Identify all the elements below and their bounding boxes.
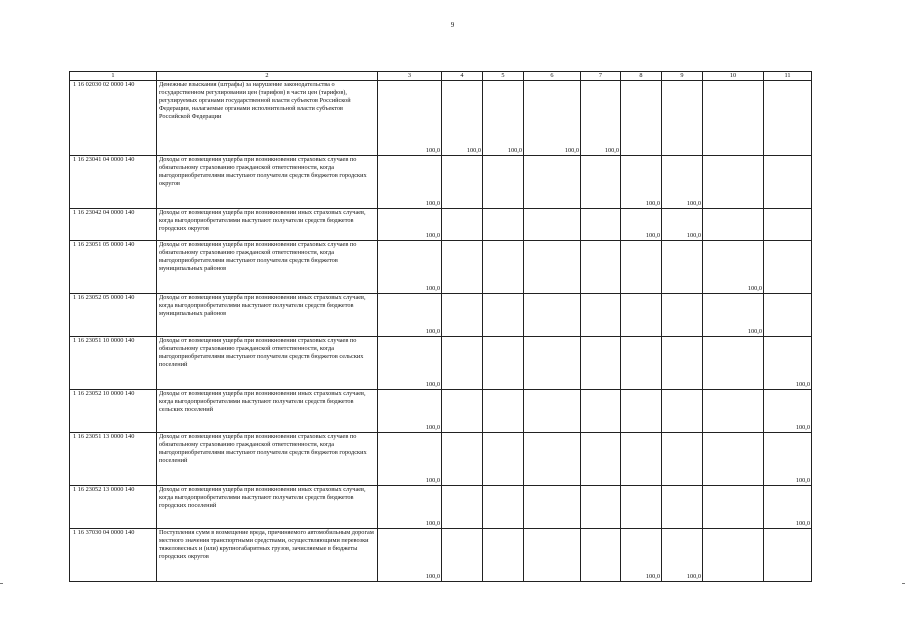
- percent-value-cell: 100,0: [378, 241, 442, 294]
- column-header: 6: [524, 72, 581, 81]
- budget-code-cell: 1 16 23051 13 0000 140: [70, 433, 157, 486]
- column-number-row: [70, 72, 812, 81]
- percent-value-cell: [764, 529, 812, 582]
- percent-value-cell: [581, 433, 621, 486]
- table-row: [70, 241, 812, 294]
- column-header: 11: [764, 72, 812, 81]
- percent-value-cell: [621, 433, 662, 486]
- percent-value-cell: [703, 486, 764, 529]
- revenue-name-cell: Денежные взыскания (штрафы) за нарушение законодательства о государственном регулировании цен (тарифов) в части цен (тарифов), регулируемых органами государственной власти субъектов Российской Федерации, налагаемые органами исполнительной власти субъектов Российской Федерации: [157, 81, 378, 156]
- percent-value-cell: 100,0: [378, 433, 442, 486]
- budget-code-cell: 1 16 23052 10 0000 140: [70, 390, 157, 433]
- percent-value-cell: [621, 81, 662, 156]
- percent-value-cell: [483, 156, 524, 209]
- revenue-name-cell: Доходы от возмещения ущерба при возникновении иных страховых случаев, когда выгодоприобретателями выступают получатели средств бюджетов муниципальных районов: [157, 294, 378, 337]
- percent-value-cell: [662, 390, 703, 433]
- percent-value-cell: [764, 241, 812, 294]
- percent-value-cell: [703, 390, 764, 433]
- percent-value-cell: [483, 529, 524, 582]
- table-row: [70, 156, 812, 209]
- percent-value-cell: 100,0: [378, 294, 442, 337]
- percent-value-cell: 100,0: [581, 81, 621, 156]
- percent-value-cell: [483, 486, 524, 529]
- percent-value-cell: [483, 209, 524, 241]
- budget-code-cell: 1 16 37030 04 0000 140: [70, 529, 157, 582]
- percent-value-cell: [662, 433, 703, 486]
- percent-value-cell: [524, 486, 581, 529]
- column-header: 9: [662, 72, 703, 81]
- percent-value-cell: [703, 337, 764, 390]
- percent-value-cell: [581, 390, 621, 433]
- percent-value-cell: 100,0: [378, 529, 442, 582]
- revenue-name-cell: Поступления сумм в возмещение вреда, причиняемого автомобильным дорогам местного значения транспортными средствами, осуществляющими перевозки тяжеловесных и (или) крупногабаритных грузов, зачисляемые в бюджеты городских округов: [157, 529, 378, 582]
- percent-value-cell: [662, 486, 703, 529]
- table-row: [70, 81, 812, 156]
- revenue-distribution-table: [69, 71, 812, 582]
- percent-value-cell: [703, 81, 764, 156]
- percent-value-cell: [524, 156, 581, 209]
- percent-value-cell: [581, 486, 621, 529]
- budget-code-cell: 1 16 23052 13 0000 140: [70, 486, 157, 529]
- revenue-name-cell: Доходы от возмещения ущерба при возникновении иных страховых случаев, когда выгодоприобретателями выступают получатели средств бюджетов сельских поселений: [157, 390, 378, 433]
- percent-value-cell: 100,0: [703, 241, 764, 294]
- percent-value-cell: 100,0: [621, 529, 662, 582]
- percent-value-cell: [483, 433, 524, 486]
- percent-value-cell: 100,0: [378, 390, 442, 433]
- budget-code-cell: 1 16 23051 10 0000 140: [70, 337, 157, 390]
- percent-value-cell: [442, 156, 483, 209]
- percent-value-cell: [662, 337, 703, 390]
- percent-value-cell: [621, 486, 662, 529]
- table-row: [70, 433, 812, 486]
- percent-value-cell: [764, 156, 812, 209]
- percent-value-cell: 100,0: [524, 81, 581, 156]
- percent-value-cell: [483, 241, 524, 294]
- percent-value-cell: [442, 241, 483, 294]
- revenue-name-cell: Доходы от возмещения ущерба при возникновении страховых случаев по обязательному страхованию гражданской ответственности, когда выгодоприобретателями выступают получатели средств бюджетов городских округов: [157, 156, 378, 209]
- percent-value-cell: [703, 433, 764, 486]
- column-header: 10: [703, 72, 764, 81]
- percent-value-cell: [442, 337, 483, 390]
- revenue-name-cell: Доходы от возмещения ущерба при возникновении страховых случаев по обязательному страхованию гражданской ответственности, когда выгодоприобретателями выступают получатели средств бюджетов городских поселений: [157, 433, 378, 486]
- percent-value-cell: [581, 529, 621, 582]
- percent-value-cell: [581, 294, 621, 337]
- percent-value-cell: [703, 529, 764, 582]
- page-number: 9: [450, 21, 455, 29]
- percent-value-cell: [621, 337, 662, 390]
- percent-value-cell: [442, 433, 483, 486]
- budget-code-cell: 1 16 23052 05 0000 140: [70, 294, 157, 337]
- percent-value-cell: [764, 81, 812, 156]
- revenue-name-cell: Доходы от возмещения ущерба при возникновении иных страховых случаев, когда выгодоприобретателями выступают получатели средств бюджетов городских округов: [157, 209, 378, 241]
- budget-code-cell: 1 16 23051 05 0000 140: [70, 241, 157, 294]
- revenue-name-cell: Доходы от возмещения ущерба при возникновении страховых случаев по обязательному страхованию гражданской ответственности, когда выгодоприобретателями выступают получатели средств бюджетов сельских поселений: [157, 337, 378, 390]
- percent-value-cell: 100,0: [378, 486, 442, 529]
- budget-code-cell: 1 16 02030 02 0000 140: [70, 81, 157, 156]
- percent-value-cell: [662, 294, 703, 337]
- percent-value-cell: 100,0: [378, 156, 442, 209]
- percent-value-cell: [483, 337, 524, 390]
- table-row: [70, 529, 812, 582]
- percent-value-cell: [703, 209, 764, 241]
- percent-value-cell: 100,0: [764, 486, 812, 529]
- table-row: [70, 209, 812, 241]
- percent-value-cell: [483, 294, 524, 337]
- percent-value-cell: [662, 241, 703, 294]
- percent-value-cell: [621, 241, 662, 294]
- table-row: [70, 486, 812, 529]
- column-header: 1: [70, 72, 157, 81]
- column-header: 7: [581, 72, 621, 81]
- percent-value-cell: [581, 337, 621, 390]
- percent-value-cell: [524, 433, 581, 486]
- percent-value-cell: 100,0: [378, 209, 442, 241]
- percent-value-cell: 100,0: [442, 81, 483, 156]
- percent-value-cell: 100,0: [621, 209, 662, 241]
- percent-value-cell: 100,0: [662, 529, 703, 582]
- percent-value-cell: [764, 209, 812, 241]
- column-header: 4: [442, 72, 483, 81]
- percent-value-cell: 100,0: [378, 81, 442, 156]
- percent-value-cell: [581, 209, 621, 241]
- percent-value-cell: 100,0: [378, 337, 442, 390]
- revenue-name-cell: Доходы от возмещения ущерба при возникновении иных страховых случаев, когда выгодоприобретателями выступают получатели средств бюджетов городских поселений: [157, 486, 378, 529]
- scan-edge-mark: [0, 583, 3, 584]
- percent-value-cell: [662, 81, 703, 156]
- column-header: 5: [483, 72, 524, 81]
- percent-value-cell: [621, 294, 662, 337]
- percent-value-cell: [581, 241, 621, 294]
- table-row: [70, 337, 812, 390]
- percent-value-cell: 100,0: [764, 390, 812, 433]
- percent-value-cell: 100,0: [662, 209, 703, 241]
- percent-value-cell: [442, 294, 483, 337]
- budget-code-cell: 1 16 23042 04 0000 140: [70, 209, 157, 241]
- percent-value-cell: 100,0: [764, 337, 812, 390]
- percent-value-cell: [524, 390, 581, 433]
- percent-value-cell: [442, 209, 483, 241]
- percent-value-cell: [442, 486, 483, 529]
- percent-value-cell: [524, 529, 581, 582]
- budget-code-cell: 1 16 23041 04 0000 140: [70, 156, 157, 209]
- percent-value-cell: [442, 390, 483, 433]
- percent-value-cell: [764, 294, 812, 337]
- percent-value-cell: [442, 529, 483, 582]
- table-row: [70, 390, 812, 433]
- column-header: 2: [157, 72, 378, 81]
- percent-value-cell: [581, 156, 621, 209]
- percent-value-cell: 100,0: [483, 81, 524, 156]
- percent-value-cell: 100,0: [764, 433, 812, 486]
- percent-value-cell: 100,0: [703, 294, 764, 337]
- percent-value-cell: 100,0: [621, 156, 662, 209]
- percent-value-cell: [703, 156, 764, 209]
- percent-value-cell: [524, 294, 581, 337]
- percent-value-cell: [524, 241, 581, 294]
- percent-value-cell: [621, 390, 662, 433]
- table-row: [70, 294, 812, 337]
- percent-value-cell: 100,0: [662, 156, 703, 209]
- column-header: 3: [378, 72, 442, 81]
- column-header: 8: [621, 72, 662, 81]
- percent-value-cell: [483, 390, 524, 433]
- percent-value-cell: [524, 209, 581, 241]
- percent-value-cell: [524, 337, 581, 390]
- revenue-name-cell: Доходы от возмещения ущерба при возникновении страховых случаев по обязательному страхованию гражданской ответственности, когда выгодоприобретателями выступают получатели средств бюджетов муниципальных районов: [157, 241, 378, 294]
